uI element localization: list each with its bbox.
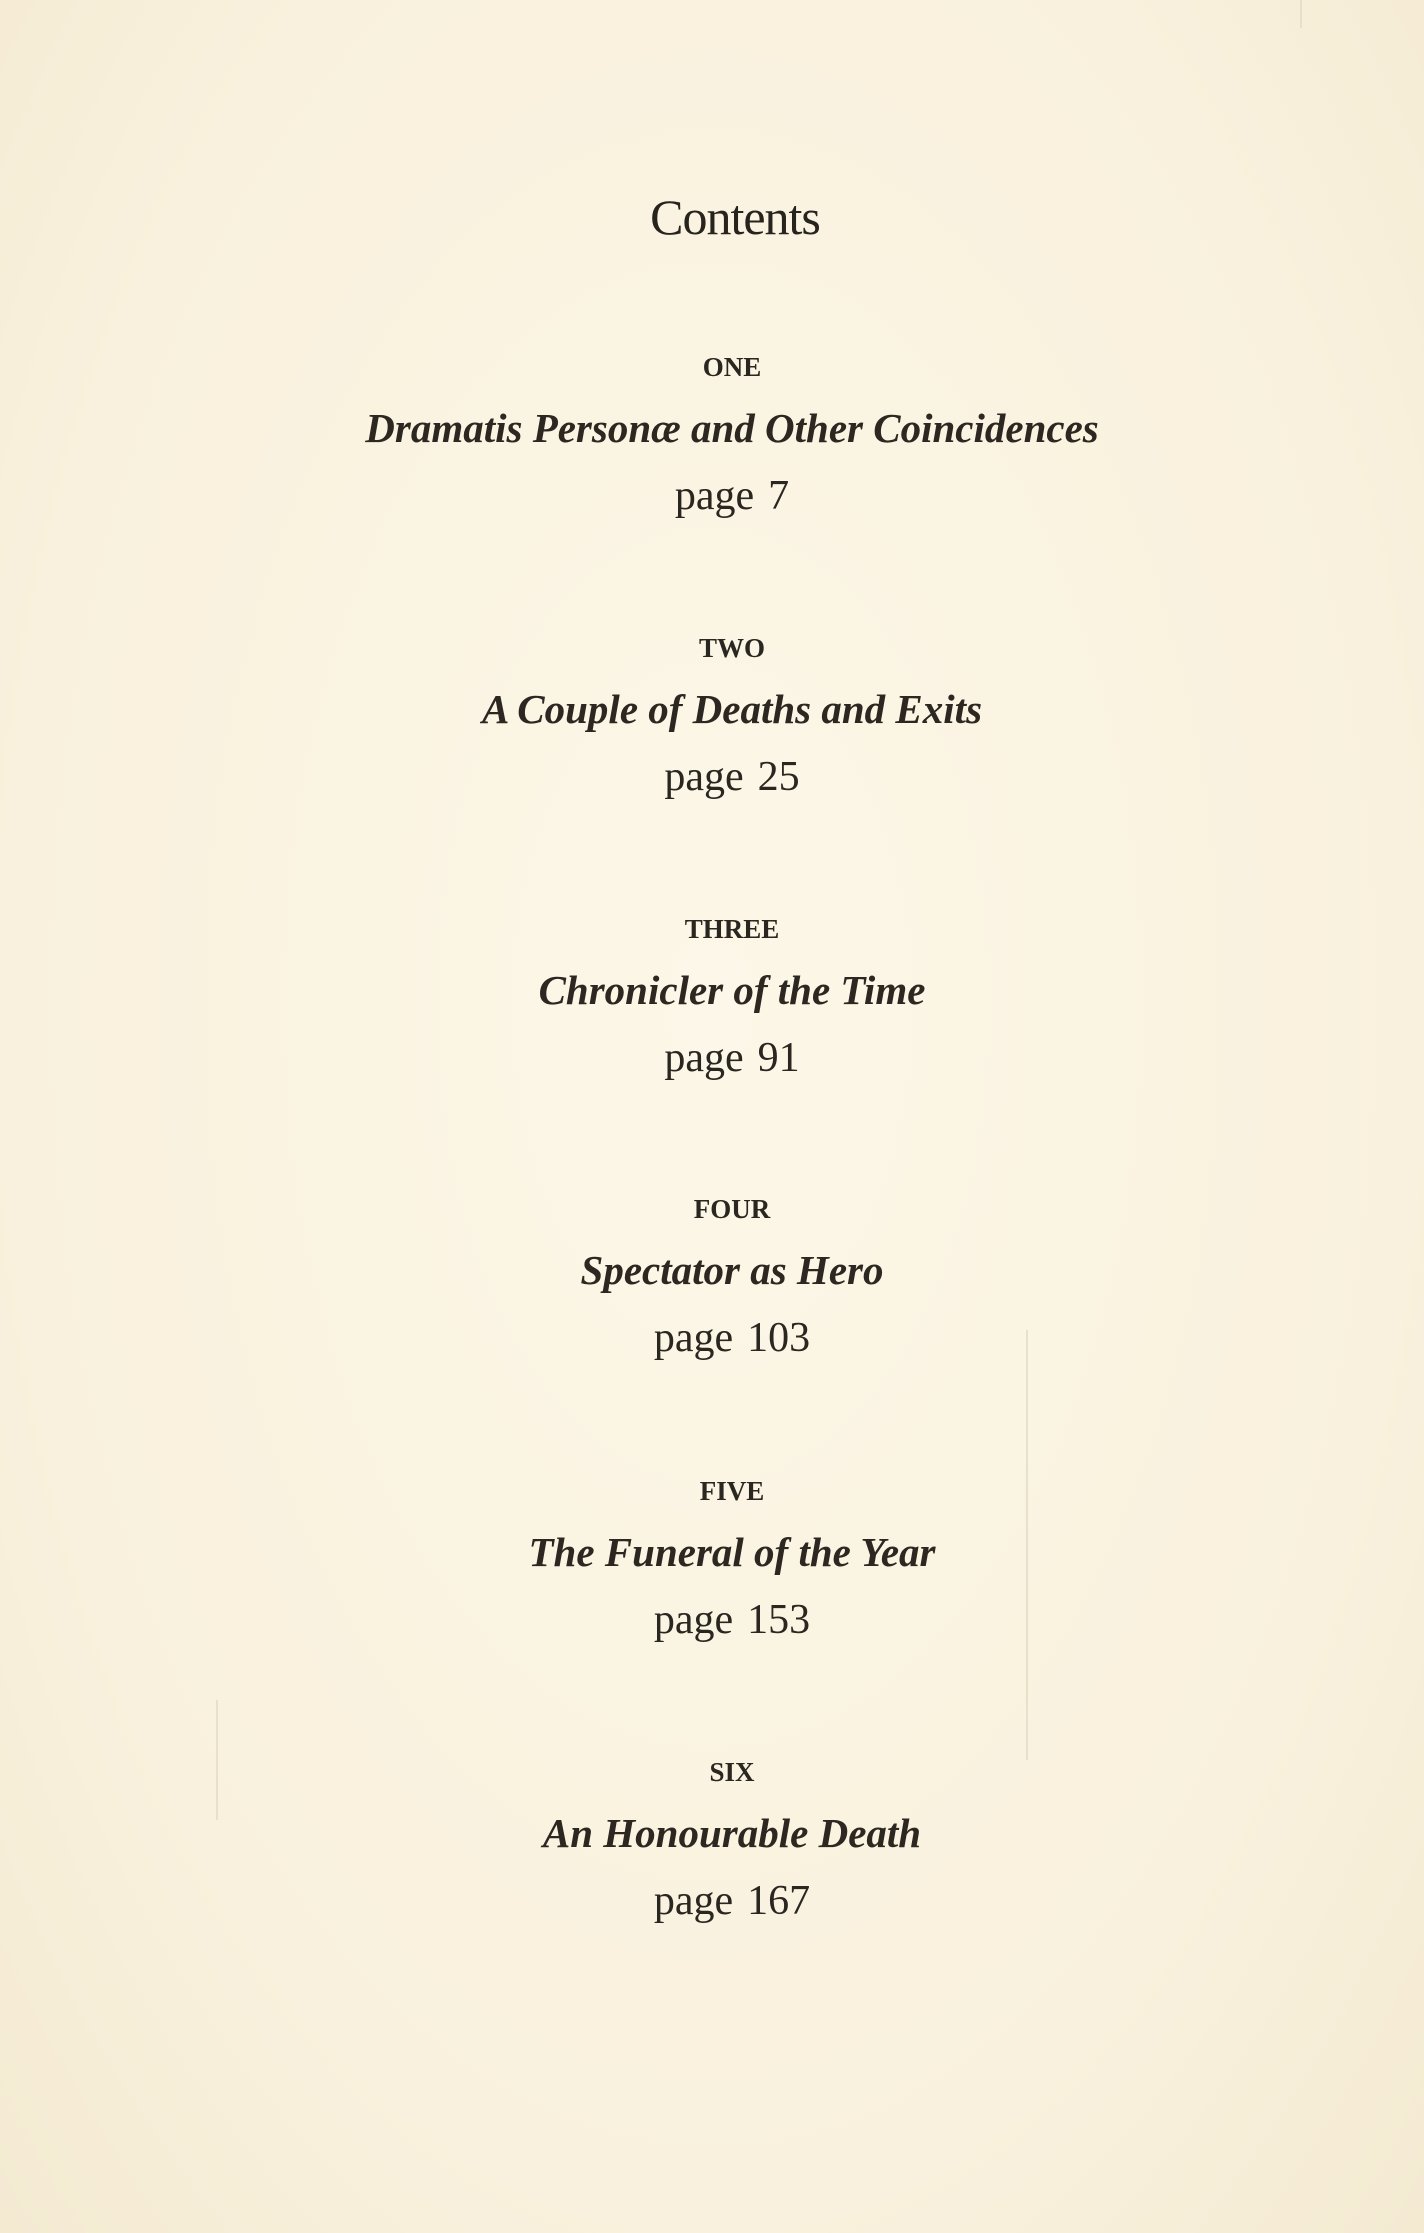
page-label: page	[664, 754, 744, 800]
chapter-page	[0, 1598, 1424, 1642]
chapter-page	[0, 1879, 1424, 1923]
toc-entry-four	[0, 1192, 1424, 1360]
chapter-title: An Honourable Death	[542, 1810, 922, 1856]
chapter-number: THREE	[684, 914, 780, 944]
page-label: page	[653, 1878, 734, 1924]
page-number: 103	[747, 1315, 811, 1361]
page-number: 167	[747, 1878, 811, 1924]
chapter-title: A Couple of Deaths and Exits	[481, 686, 983, 732]
chapter-page	[0, 755, 1424, 799]
chapter-number: ONE	[702, 352, 762, 382]
scan-mark	[1300, 0, 1302, 28]
toc-entry-one	[0, 350, 1424, 518]
toc-entry-two	[0, 631, 1424, 799]
page-label: page	[664, 1035, 744, 1081]
page-label: page	[674, 473, 755, 519]
chapter-title: Dramatis Personæ and Other Coincidences	[365, 405, 1099, 451]
chapter-title: The Funeral of the Year	[528, 1529, 936, 1575]
chapter-number: FIVE	[699, 1476, 765, 1506]
page-number: 25	[757, 754, 800, 800]
toc-entry-three	[0, 912, 1424, 1080]
chapter-number: FOUR	[693, 1194, 771, 1224]
toc-entry-six	[0, 1755, 1424, 1923]
chapter-number: SIX	[709, 1757, 755, 1787]
chapter-number: TWO	[698, 633, 765, 663]
chapter-title: Spectator as Hero	[580, 1247, 884, 1293]
chapter-title: Chronicler of the Time	[538, 967, 926, 1013]
chapter-page	[0, 474, 1424, 518]
page-number: 153	[747, 1597, 811, 1643]
page-label: page	[653, 1315, 734, 1361]
chapter-page	[0, 1036, 1424, 1080]
page-number: 91	[757, 1035, 800, 1081]
page-label: page	[653, 1597, 734, 1643]
page-number: 7	[768, 473, 790, 519]
chapter-page	[0, 1316, 1424, 1360]
toc-entry-five	[0, 1474, 1424, 1642]
page-title: Contents	[650, 189, 820, 245]
